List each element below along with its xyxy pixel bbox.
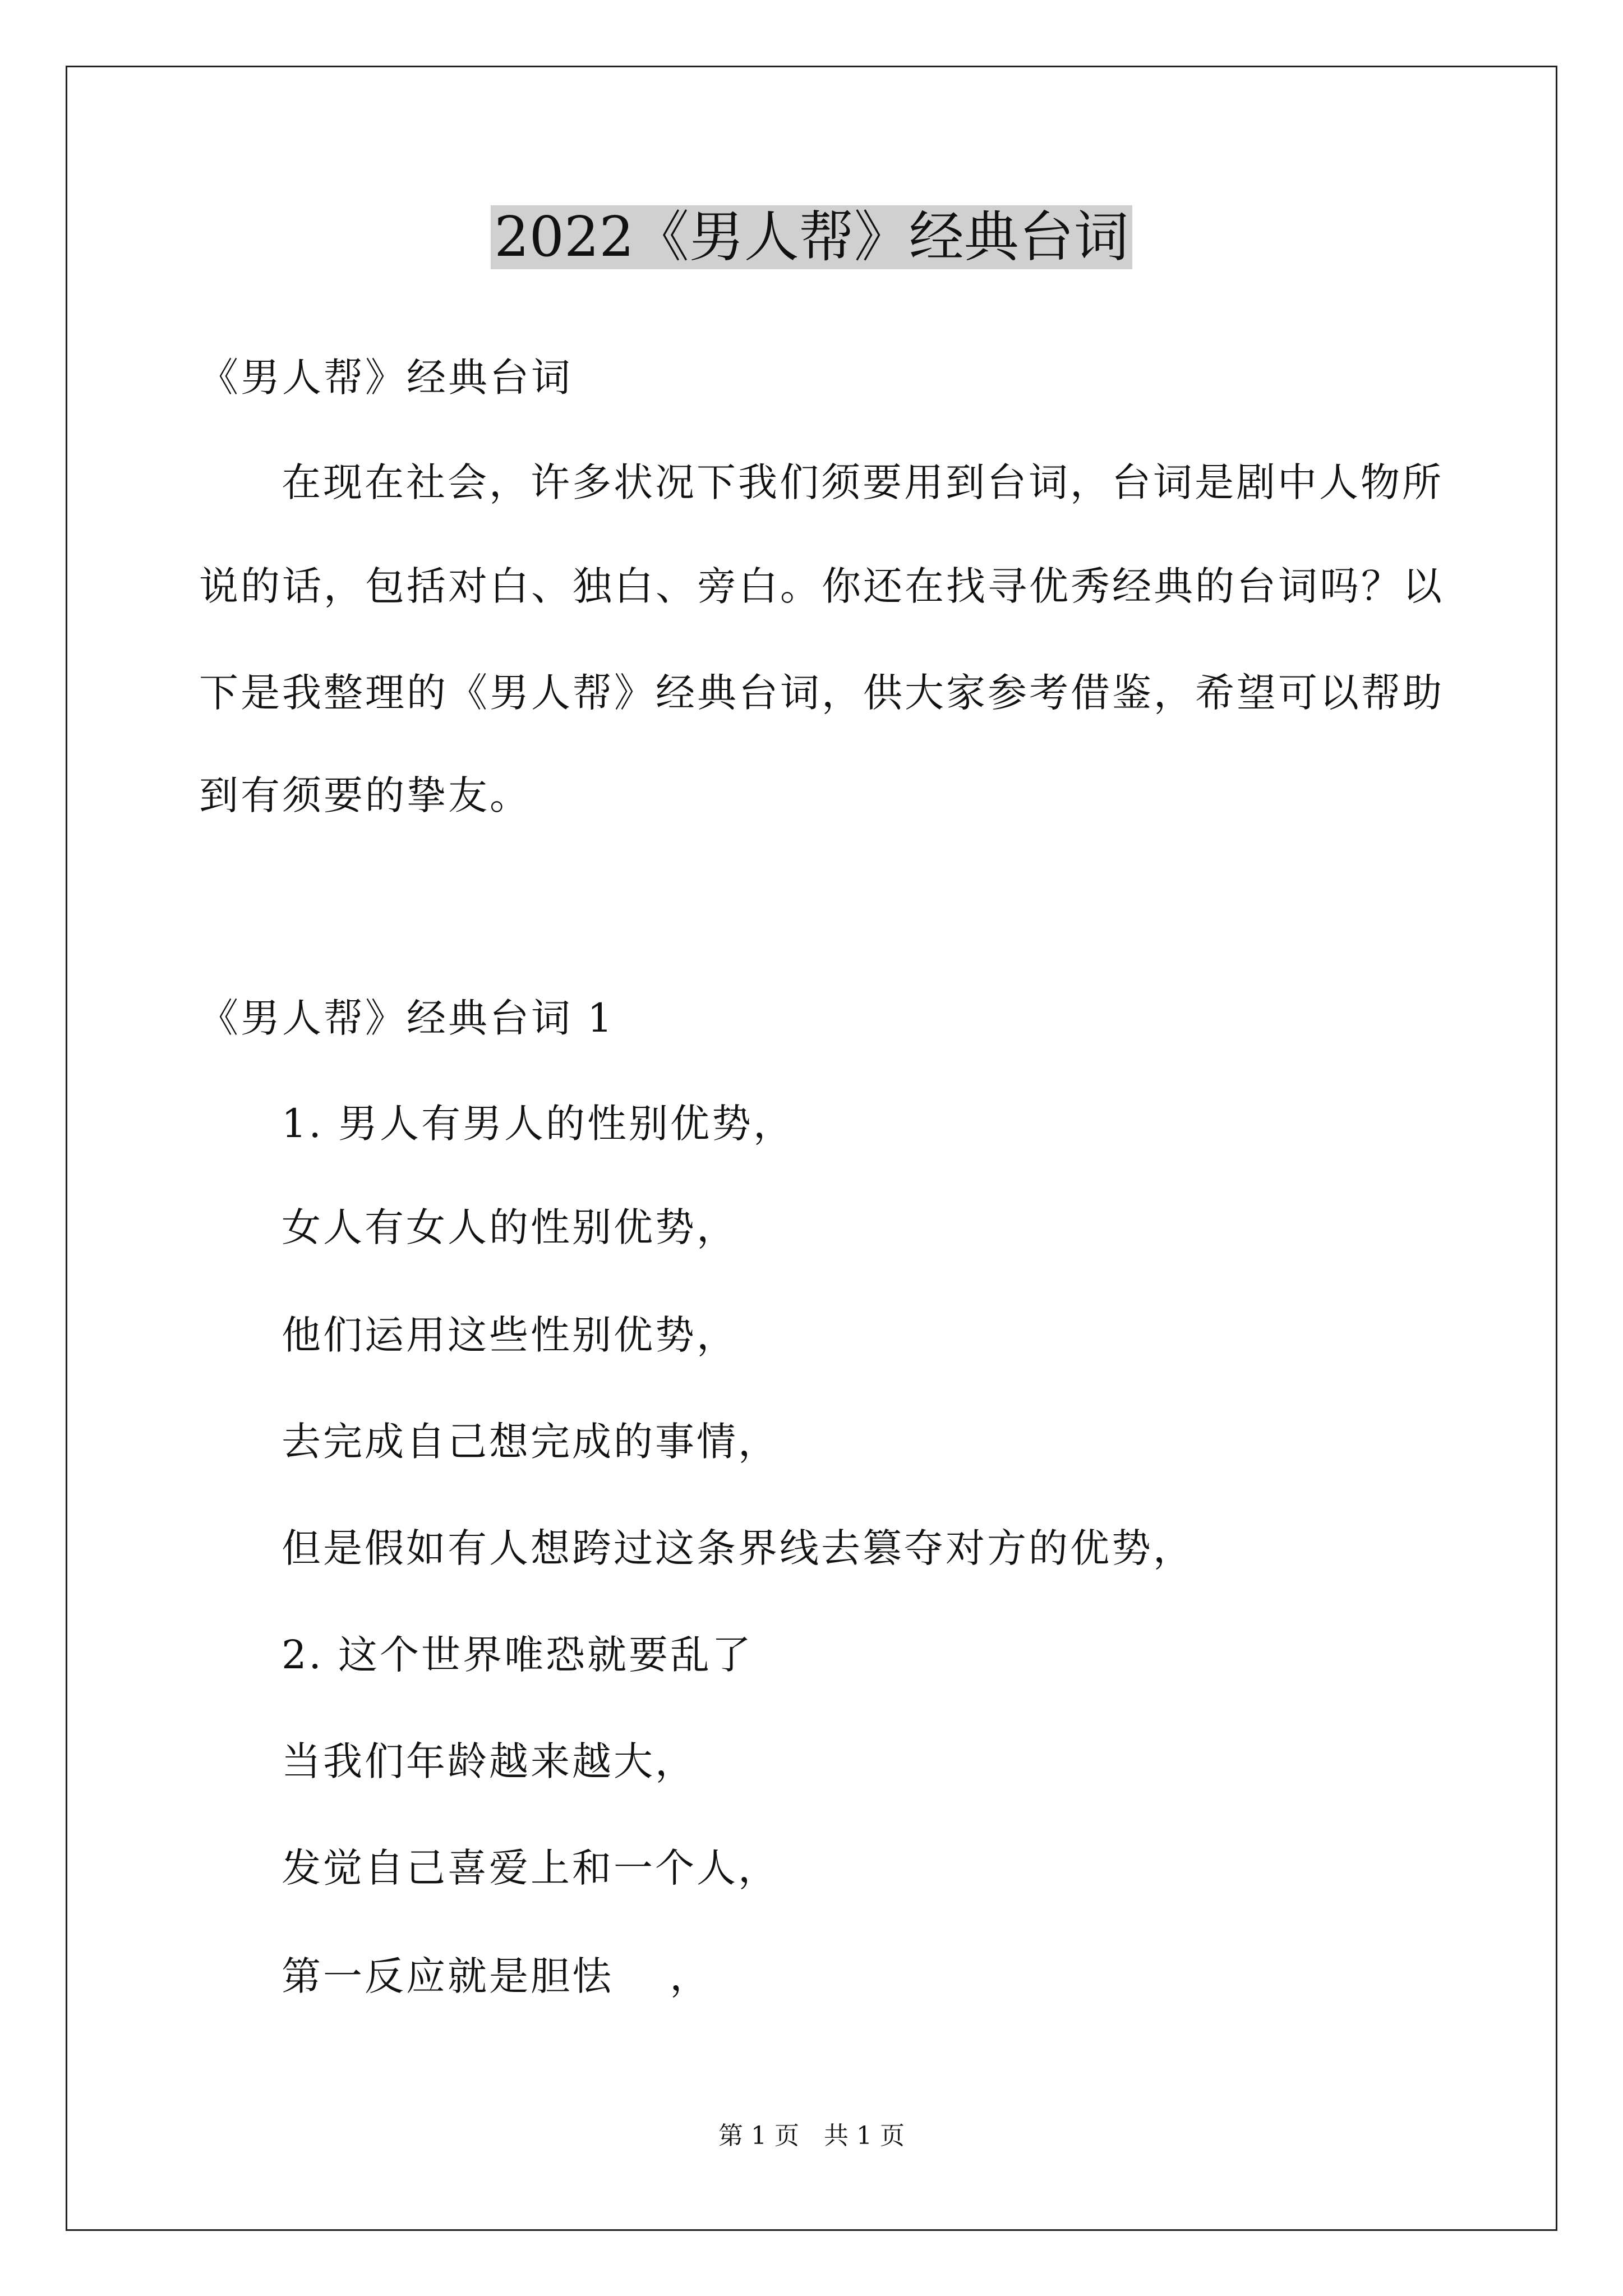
document-title-text: 2022《男人帮》经典台词 [491,205,1132,269]
intro-line-1: 在现在社会，许多状况下我们须要用到台词，台词是剧中人物所 [282,459,1444,505]
quote-line: 女人有女人的性别优势， [282,1204,738,1250]
document-title [0,201,1623,274]
page-footer: 第 1 页 共 1 页 [718,2122,905,2150]
quote-line: 去完成自己想完成的事情， [282,1419,780,1465]
quote-line: 发觉自己喜爱上和一个人， [282,1845,780,1891]
quote-line: 但是假如有人想跨过这条界线去篡夺对方的优势， [282,1525,1195,1571]
section-heading: 《男人帮》经典台词 1 [199,995,615,1041]
intro-line-4: 到有须要的挚友。 [199,772,531,818]
quote-line: 1. 男人有男人的性别优势， [282,1101,795,1147]
quote-line: 当我们年龄越来越大， [282,1738,697,1784]
quote-line: 他们运用这些性别优势， [282,1312,738,1358]
document-subtitle: 《男人帮》经典台词 [199,355,573,401]
quote-line: 2. 这个世界唯恐就要乱了 [282,1632,754,1678]
intro-line-3: 下是我整理的《男人帮》经典台词，供大家参考借鉴，希望可以帮助 [199,670,1444,716]
quote-line: 第一反应就是胆怯 ， [282,1953,712,1999]
intro-line-2: 说的话，包括对白、独白、旁白。你还在找寻优秀经典的台词吗？以 [199,563,1444,609]
